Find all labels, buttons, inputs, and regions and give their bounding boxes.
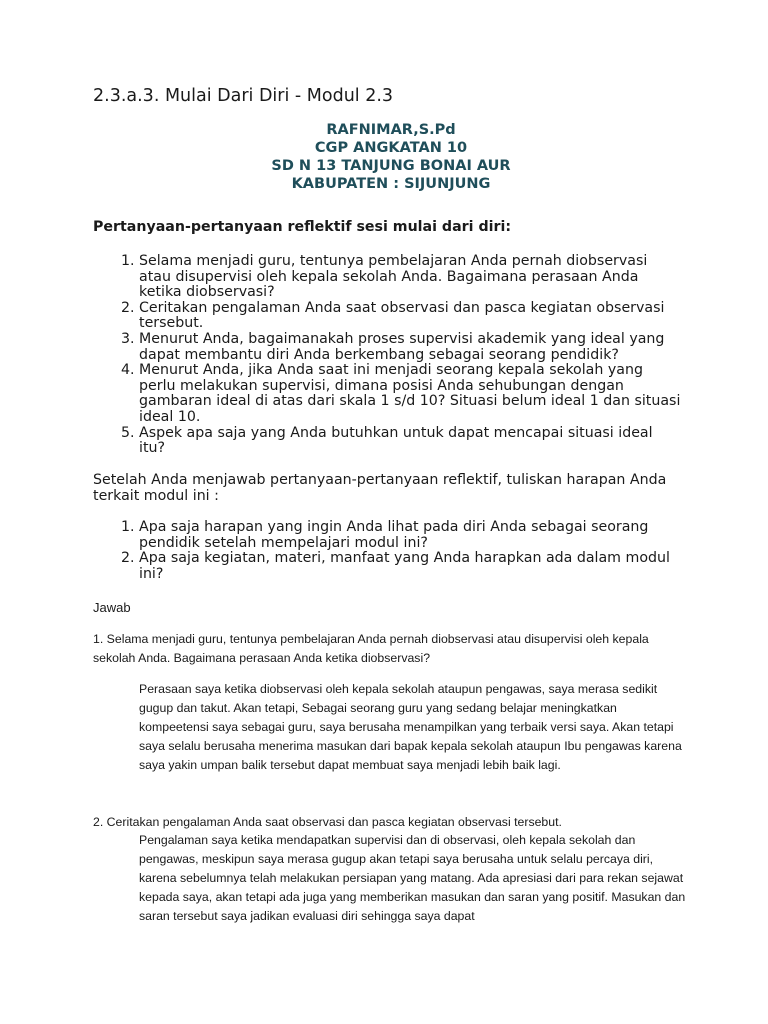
- list-item: 4. Menurut Anda, jika Anda saat ini menjadi seorang kepala sekolah yang perlu melakukan supervisi, dimana posisi Anda sehubungan dengan gambaran ideal di atas dari skala 1 s/d 10? Situasi belum ideal 1 dan situasi ideal 10.: [139, 363, 683, 425]
- list-item: 3. Menurut Anda, bagaimanakah proses supervisi akademik yang ideal yang dapat membantu diri Anda berkembang sebagai seorang pendidik?: [139, 332, 683, 363]
- answer-2-text: Pengalaman saya ketika mendapatkan supervisi dan di observasi, oleh kepala sekolah dan pengawas, meskipun saya merasa gugup akan tetapi saya berusaha untuk selalu percaya diri, karena sebelumnya telah melakukan persiapan yang matang. Ada apresiasi dari para rekan sejawat kepada saya, akan tetapi ada juga yang memberikan masukan dan saran yang positif. Masukan dan saran tersebut saya jadikan evaluasi diri sehingga saya dapat: [139, 833, 686, 923]
- list-item: 2. Ceritakan pengalaman Anda saat observasi dan pasca kegiatan observasi tersebut.: [139, 301, 683, 332]
- school-name: SD N 13 TANJUNG BONAI AUR: [271, 158, 511, 174]
- answer-1-question: 1. Selama menjadi guru, tentunya pembelajaran Anda pernah diobservasi atau disupervisi oleh kepala sekolah Anda. Bagaimana perasaan Anda ketika diobservasi?: [93, 632, 649, 665]
- answer-label: Jawab: [93, 600, 131, 615]
- reflective-questions: [93, 254, 683, 457]
- answer-1-text: Perasaan saya ketika diobservasi oleh kepala sekolah ataupun pengawas, saya merasa sedikit gugup dan takut. Akan tetapi, Sebagai seorang guru yang sedang belajar meningkatkan kompeetensi saya sebagai guru, saya berusaha menampilkan yang terbaik versi saya. Akan tetapi saya selalu berusaha menerima masukan dari bapak kepala sekolah ataupun Ibu pengawas karena saya yakin umpan balik tersebut dapat membuat saya menjadi lebih baik lagi.: [139, 682, 682, 772]
- list-item: 1. Apa saja harapan yang ingin Anda lihat pada diri Anda sebagai seorang pendidik setelah mempelajari modul ini?: [139, 520, 683, 551]
- answer-2-question: 2. Ceritakan pengalaman Anda saat observasi dan pasca kegiatan observasi tersebut.: [93, 815, 562, 829]
- author-header: [93, 121, 689, 193]
- cgp-batch: CGP ANGKATAN 10: [314, 140, 468, 156]
- author-name: RAFNIMAR,S.Pd: [326, 122, 456, 138]
- expectation-questions: [93, 520, 683, 582]
- expectations-intro: Setelah Anda menjawab pertanyaan-pertanyaan reflektif, tuliskan harapan Anda terkait modul ini :: [93, 472, 667, 504]
- document-title: 2.3.a.3. Mulai Dari Diri - Modul 2.3: [93, 86, 394, 106]
- list-item: 2. Apa saja kegiatan, materi, manfaat yang Anda harapkan ada dalam modul ini?: [139, 551, 683, 582]
- list-item: 5. Aspek apa saja yang Anda butuhkan untuk dapat mencapai situasi ideal itu?: [139, 426, 683, 457]
- regency-name: KABUPATEN : SIJUNJUNG: [291, 176, 491, 192]
- list-item: 1. Selama menjadi guru, tentunya pembelajaran Anda pernah diobservasi atau disupervisi oleh kepala sekolah Anda. Bagaimana perasaan Anda ketika diobservasi?: [139, 254, 683, 301]
- section-heading: Pertanyaan-pertanyaan reflektif sesi mulai dari diri:: [93, 219, 511, 235]
